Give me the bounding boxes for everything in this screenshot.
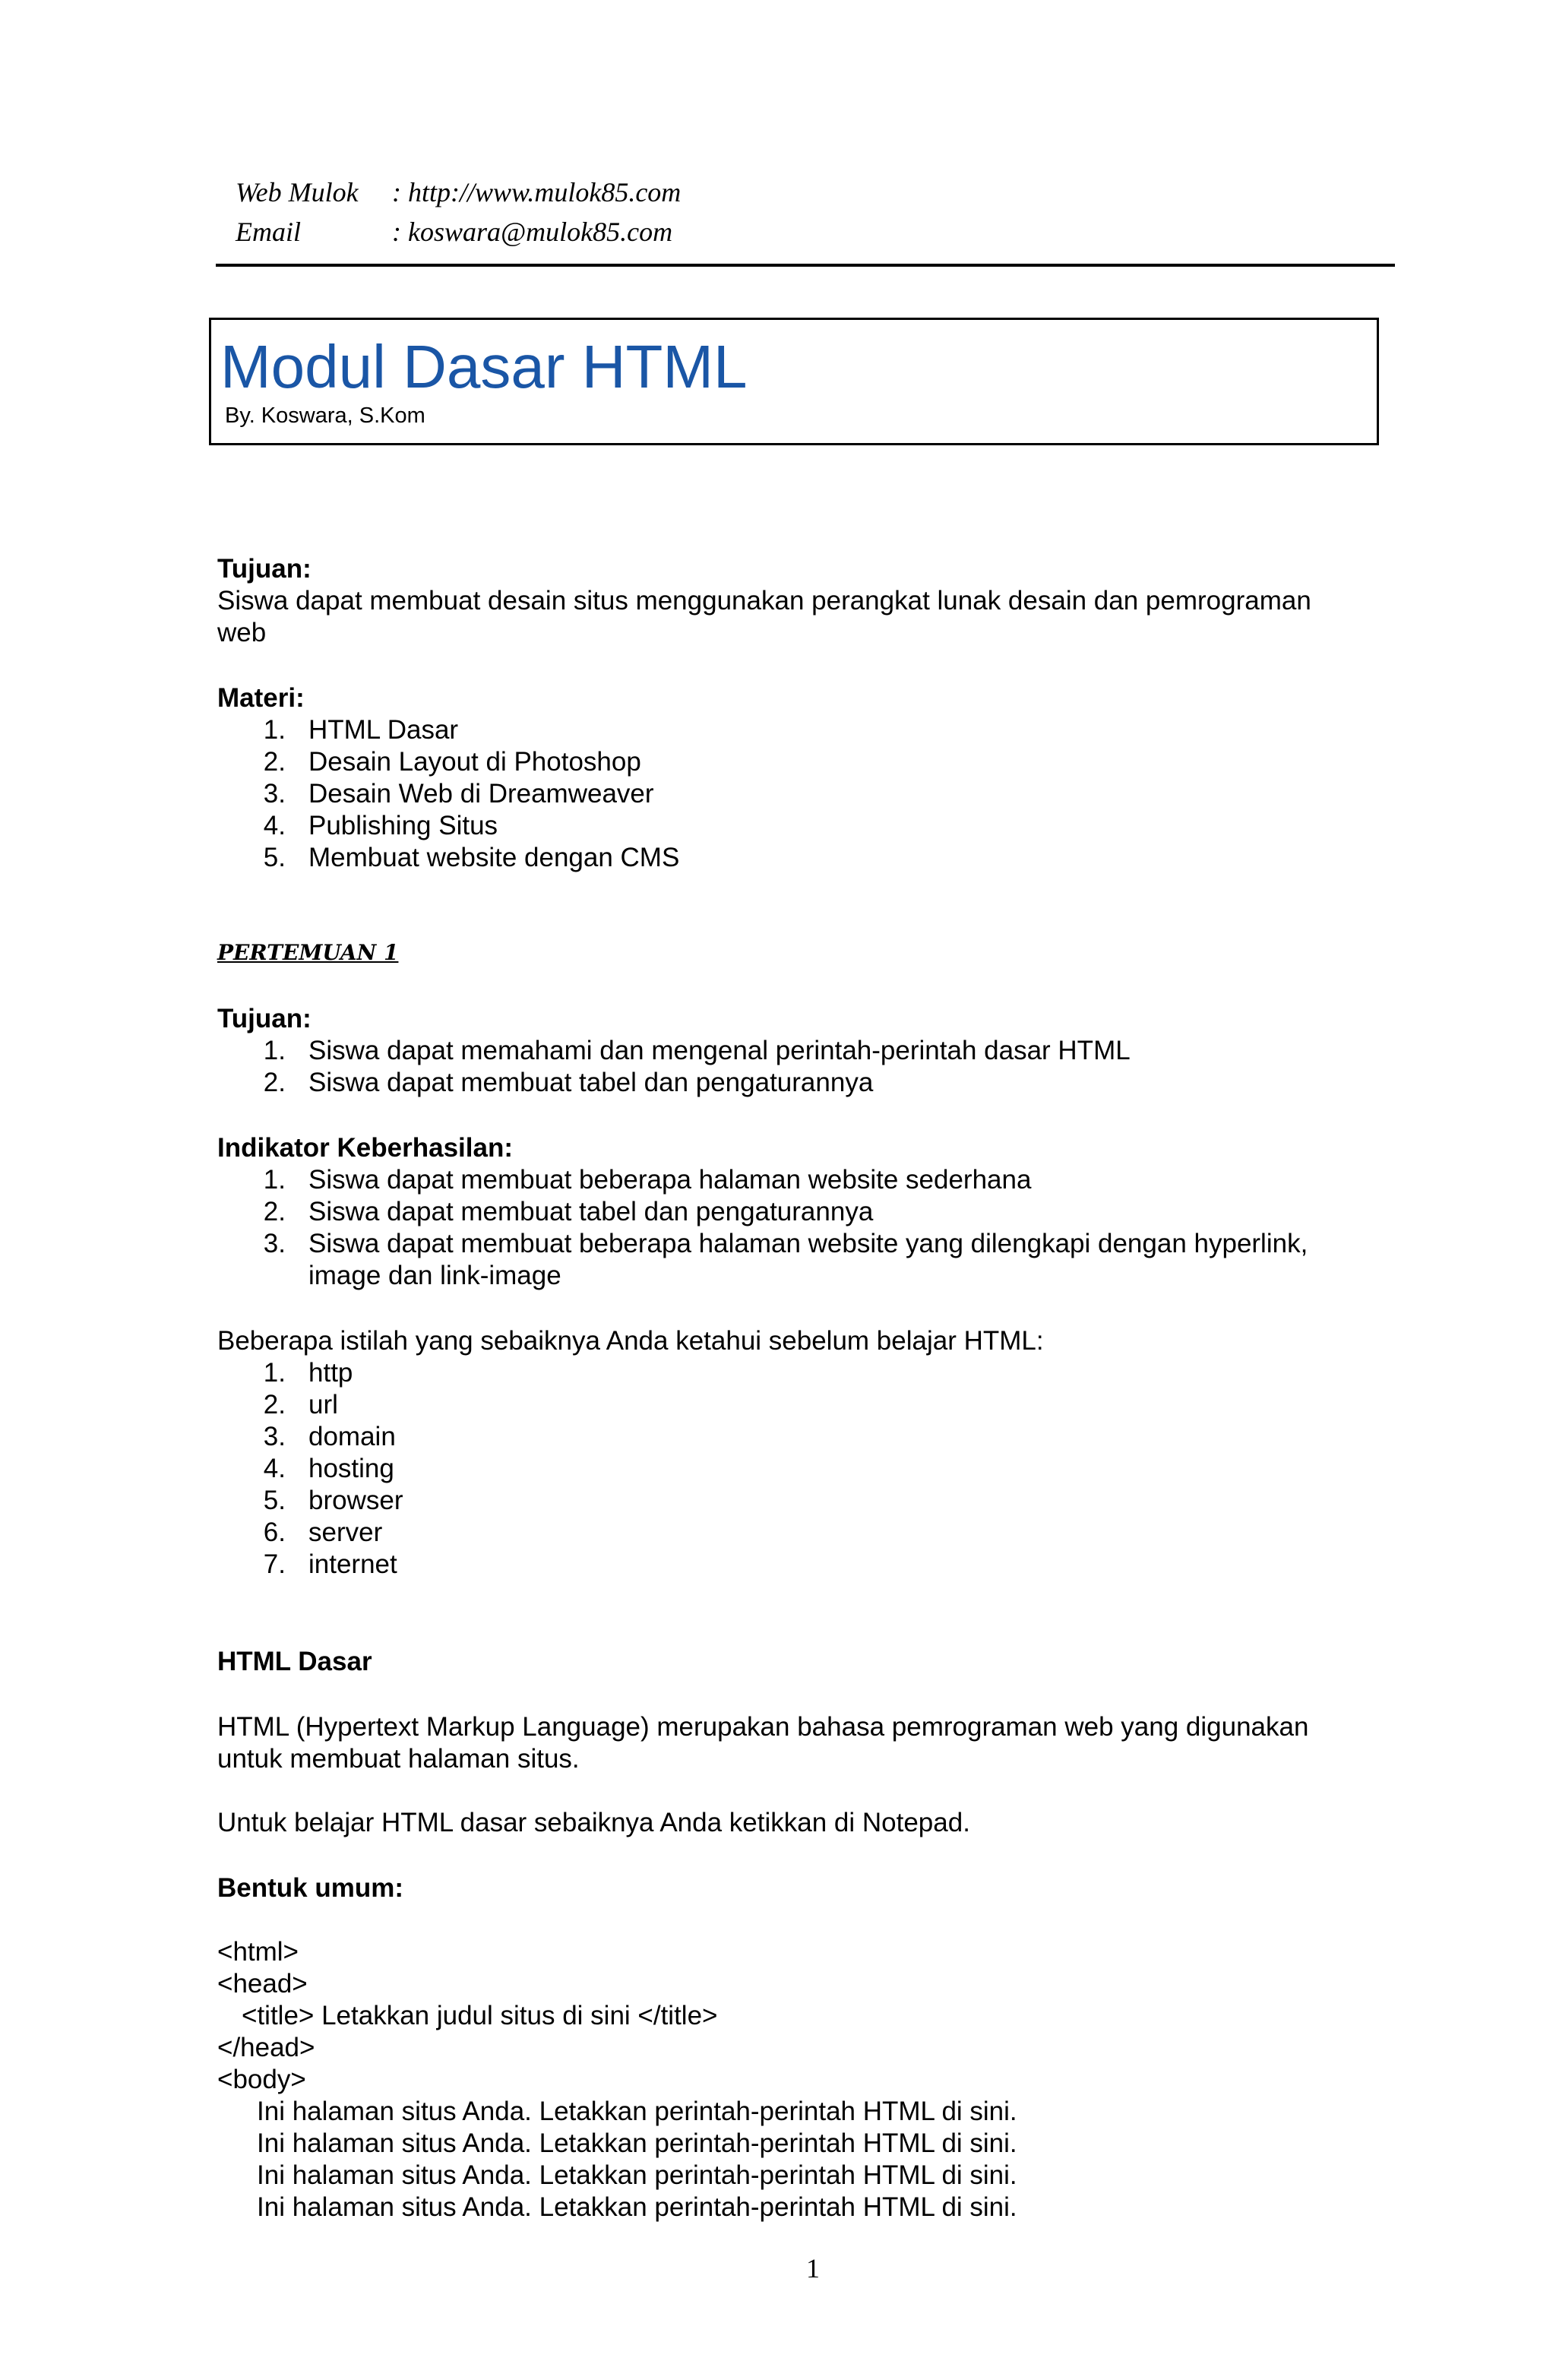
materi-item: HTML Dasar bbox=[308, 715, 459, 745]
list-number: 2. bbox=[263, 747, 286, 777]
code-line: <html> bbox=[217, 1937, 299, 1967]
tujuan2-item: Siswa dapat memahami dan mengenal perintah-perintah dasar HTML bbox=[308, 1036, 1131, 1065]
list-number: 5. bbox=[263, 843, 286, 872]
istilah-item: url bbox=[308, 1390, 338, 1419]
materi-item: Desain Web di Dreamweaver bbox=[308, 779, 654, 809]
code-line: Ini halaman situs Anda. Letakkan perintah-perintah HTML di sini. bbox=[257, 2128, 1017, 2158]
list-number: 2. bbox=[263, 1197, 286, 1226]
list-number: 2. bbox=[263, 1068, 286, 1097]
tujuan2-heading: Tujuan: bbox=[217, 1004, 312, 1033]
list-number: 3. bbox=[263, 1422, 286, 1451]
list-number: 1. bbox=[263, 1036, 286, 1065]
document-title: Modul Dasar HTML bbox=[220, 333, 748, 400]
code-line: Ini halaman situs Anda. Letakkan perintah-perintah HTML di sini. bbox=[257, 2160, 1017, 2190]
code-line: Ini halaman situs Anda. Letakkan perintah-perintah HTML di sini. bbox=[257, 2097, 1017, 2126]
list-number: 1. bbox=[263, 1165, 286, 1195]
header-divider bbox=[216, 264, 1395, 267]
list-number: 1. bbox=[263, 1358, 286, 1388]
materi-item: Publishing Situs bbox=[308, 811, 498, 840]
html-dasar-para1-line2: untuk membuat halaman situs. bbox=[217, 1744, 580, 1774]
html-dasar-heading: HTML Dasar bbox=[217, 1647, 372, 1676]
istilah-item: http bbox=[308, 1358, 353, 1388]
code-line: <head> bbox=[217, 1969, 308, 1999]
list-number: 7. bbox=[263, 1549, 286, 1579]
materi-heading: Materi: bbox=[217, 683, 305, 713]
pertemuan-heading: PERTEMUAN 1 bbox=[217, 940, 399, 965]
indikator-item: Siswa dapat membuat tabel dan pengaturannya bbox=[308, 1197, 874, 1226]
list-number: 3. bbox=[263, 1229, 286, 1258]
materi-item: Membuat website dengan CMS bbox=[308, 843, 680, 872]
code-line: <title> Letakkan judul situs di sini </title> bbox=[242, 2001, 718, 2030]
page-number: 1 bbox=[806, 2253, 820, 2283]
document-author: By. Koswara, S.Kom bbox=[225, 404, 425, 428]
istilah-intro: Beberapa istilah yang sebaiknya Anda ketahui sebelum belajar HTML: bbox=[217, 1326, 1044, 1356]
tujuan-heading: Tujuan: bbox=[217, 554, 312, 584]
header-web-link[interactable]: : http://www.mulok85.com bbox=[392, 177, 682, 207]
list-number: 1. bbox=[263, 715, 286, 745]
istilah-item: hosting bbox=[308, 1454, 394, 1483]
title-box bbox=[209, 318, 1379, 445]
istilah-item: domain bbox=[308, 1422, 396, 1451]
indikator-item-continued: image dan link-image bbox=[308, 1261, 561, 1290]
materi-item: Desain Layout di Photoshop bbox=[308, 747, 641, 777]
tujuan-text-2: web bbox=[217, 618, 267, 647]
html-dasar-para1-line1: HTML (Hypertext Markup Language) merupakan bahasa pemrograman web yang digunakan bbox=[217, 1712, 1309, 1742]
istilah-item: browser bbox=[308, 1486, 403, 1515]
list-number: 4. bbox=[263, 1454, 286, 1483]
header-email-value[interactable]: : koswara@mulok85.com bbox=[392, 217, 673, 247]
header-email-label: Email bbox=[236, 217, 301, 247]
indikator-item: Siswa dapat membuat beberapa halaman website sederhana bbox=[308, 1165, 1032, 1195]
list-number: 3. bbox=[263, 779, 286, 809]
html-dasar-para2: Untuk belajar HTML dasar sebaiknya Anda ketikkan di Notepad. bbox=[217, 1808, 970, 1837]
list-number: 6. bbox=[263, 1518, 286, 1547]
indikator-item: Siswa dapat membuat beberapa halaman website yang dilengkapi dengan hyperlink, bbox=[308, 1229, 1308, 1258]
list-number: 2. bbox=[263, 1390, 286, 1419]
code-line: </head> bbox=[217, 2033, 315, 2062]
code-line: Ini halaman situs Anda. Letakkan perintah-perintah HTML di sini. bbox=[257, 2192, 1017, 2222]
header-web-label: Web Mulok bbox=[236, 177, 359, 207]
istilah-item: internet bbox=[308, 1549, 397, 1579]
indikator-heading: Indikator Keberhasilan: bbox=[217, 1133, 513, 1163]
istilah-item: server bbox=[308, 1518, 383, 1547]
code-line: <body> bbox=[217, 2065, 306, 2094]
tujuan2-item: Siswa dapat membuat tabel dan pengaturannya bbox=[308, 1068, 874, 1097]
list-number: 5. bbox=[263, 1486, 286, 1515]
list-number: 4. bbox=[263, 811, 286, 840]
header-email bbox=[236, 213, 672, 251]
bentuk-heading: Bentuk umum: bbox=[217, 1873, 403, 1903]
tujuan-text-1: Siswa dapat membuat desain situs menggunakan perangkat lunak desain dan pemrograman bbox=[217, 586, 1311, 616]
header-web bbox=[236, 173, 681, 211]
